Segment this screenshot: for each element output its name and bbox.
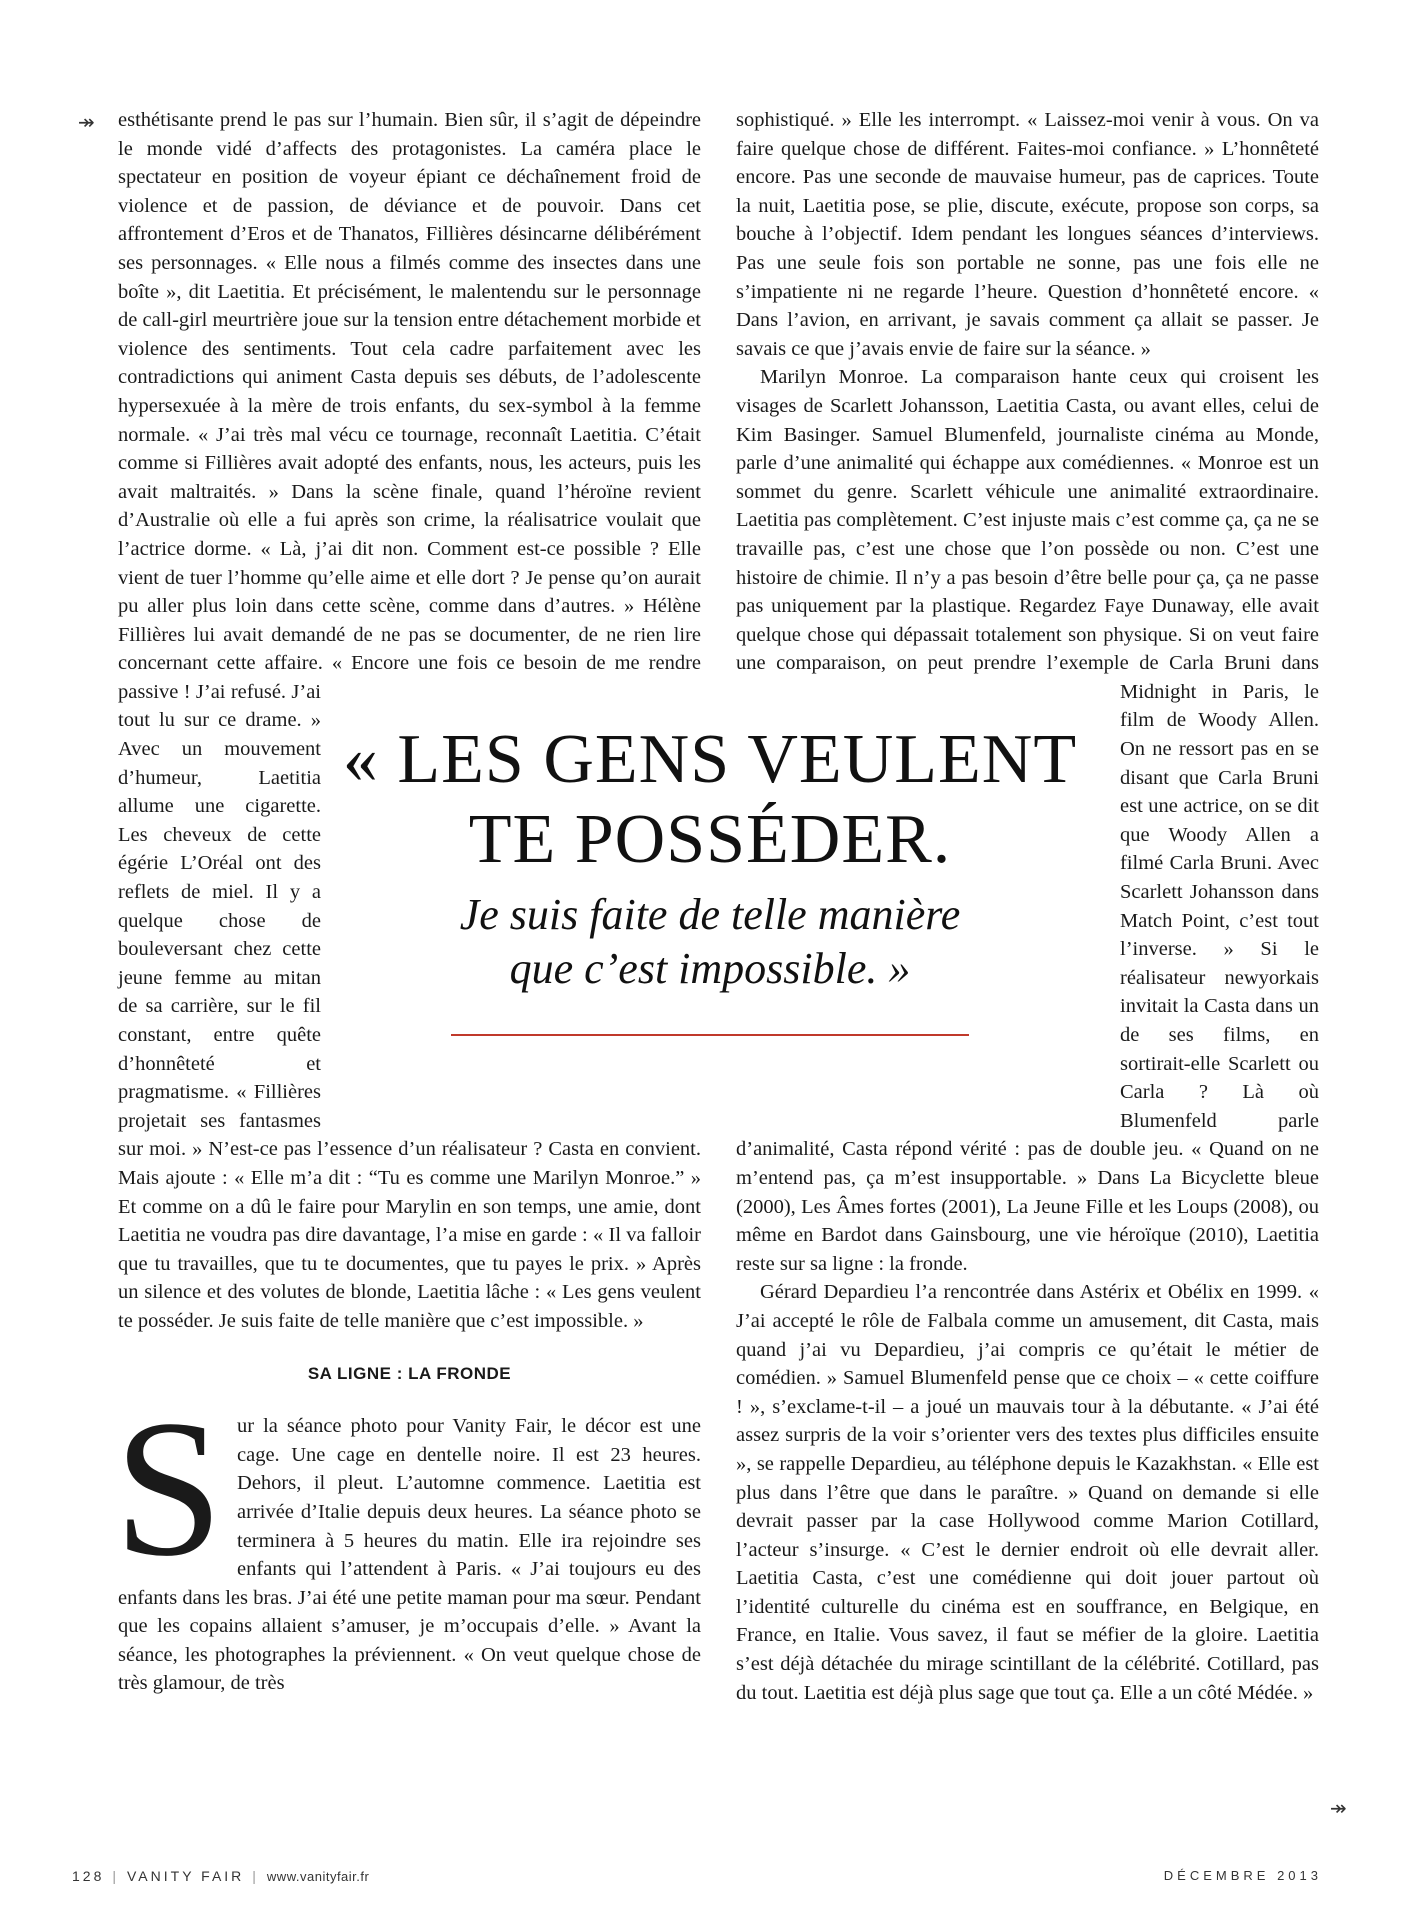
continuation-arrow-end-icon: ↠	[1330, 1796, 1347, 1820]
left-paragraph-1: esthétisante prend le pas sur l’humain. Bien sûr, il s’agit de dépeindre le monde vidé d’affects des protagonistes. La caméra place le spectateur en position de voyeur épiant ce déchaînement froid de violence et de passion, de déviance et de pouvoir. Dans cet affrontement d’Eros et de Thanatos, Fillières désincarne délibérément ses personnages. « Elle nous a filmés comme des insectes dans une boîte », dit Laetitia. Et précisément, le malentendu sur le personnage de call-girl meurtrière joue sur la tension entre détachement morbide et violence des sentiments. Tout cela cadre parfaitement avec les contradictions qui animent Casta depuis ses débuts, de l’adolescente hypersexuée à la mère de trois enfants, du sex-symbol à la femme normale. « J’ai très mal vécu ce tournage, reconnaît Laetitia. C’était comme si Fillières avait adopté des enfants, nous, les acteurs, puis les avait maltraités. » Dans la scène finale, quand l’héroïne revient d’Australie où elle a fui après son crime, la réalisatrice voulait que l’actrice dorme. « Là, j’ai dit non. Comment est-ce possible ? Elle vient de tuer l’homme qu’elle aime et elle dort ? Je pense qu’on aurait pu aller plus loin dans cette scène, comme dans d’autres. » Hélène Fillières lui avait demandé de ne pas se documenter, de ne rien lire concernant cette affaire. « Encore une fois ce besoin de me rendre passive ! J’ai refusé. J’ai tout lu sur ce drame. » Avec un mouvement d’humeur, Laetitia allume une cigarette. Les cheveux de cette égérie L’Oréal ont des reflets de miel. Il y a quelque chose de bouleversant chez cette jeune femme au mitan de sa carrière, sur le fil constant, entre quête d’honnêteté et pragmatisme. « Fillières projetait ses fantasmes sur moi. » N’est-ce pas l’essence d’un réalisateur ? Casta en convient. Mais ajoute : « Elle m’a dit : “Tu es comme une Marilyn Monroe.” » Et comme on a dû le faire pour Marylin en son temps, une amie, dont Laetitia ne voudra pas dire davantage, l’a mise en garde : « Il va falloir que tu travailles, que tu te documentes, que tu payes le prix. » Après un silence et des volutes de blonde, Laetitia lâche : « Les gens veulent te posséder. Je suis faite de telle manière que c’est impossible. »	[118, 109, 701, 1332]
pull-quote-sub	[320, 888, 1100, 996]
pull-quote-sub-line-1: Je suis faite de telle manière	[459, 890, 961, 939]
section-subhead: SA LIGNE : LA FRONDE	[307, 1363, 512, 1383]
magazine-url[interactable]: www.vanityfair.fr	[266, 1869, 370, 1884]
pull-quote-line-1: « LES GENS VEULENT	[342, 721, 1078, 798]
pull-quote-main	[320, 720, 1100, 880]
page-number: 128	[72, 1868, 105, 1884]
issue-date: DÉCEMBRE 2013	[1163, 1868, 1322, 1883]
right-paragraph-1: sophistiqué. » Elle les interrompt. « Laissez-moi venir à vous. On va faire quelque chose de différent. Faites-moi confiance. » L’honnêteté encore. Pas une seconde de mauvaise humeur, pas de caprices. Toute la nuit, Laetitia pose, se plie, discute, exécute, propose son corps, sa bouche à l’objectif. Idem pendant les longues séances d’interviews. Pas une seule fois son portable ne sonne, pas une fois elle ne s’impatiente ni ne regarde l’heure. Question d’honnêteté encore. « Dans l’avion, en arrivant, je savais comment ça allait se passer. Je savais ce que j’avais envie de faire sur la séance. »	[736, 109, 1319, 360]
pull-quote-sub-line-2: que c’est impossible. »	[509, 944, 911, 993]
magazine-name: VANITY FAIR	[127, 1868, 245, 1884]
pull-quote-rule	[451, 1034, 969, 1036]
right-paragraph-3: Gérard Depardieu l’a rencontrée dans Astérix et Obélix en 1999. « J’ai accepté le rôle de Falbala comme un amusement, dit Casta, mais quand j’ai vu Depardieu, j’ai compris ce qu’était le métier de comédien. » Samuel Blumenfeld pense que ce choix – « cette coiffure ! », s’exclame-t-il – a joué un mauvais tour à la débutante. « J’ai été assez surpris de la voir s’orienter vers des textes plus difficiles ensuite », se rappelle Depardieu, au téléphone depuis le Kazakhstan. « Elle est plus dans l’être que dans le paraître. » Quand on demande si elle devrait passer par la case Hollywood comme Marion Cotillard, l’acteur s’insurge. « C’est le dernier endroit où elle devrait aller. Laetitia Casta, c’est une comédienne qui doit jouer partout où l’identité culturelle du cinéma est en souffrance, en Belgique, en France, en Italie. Vous savez, il faut se méfier de la gloire. Laetitia s’est déjà détachée du mirage scintillant de la célébrité. Cotillard, pas du tout. Laetitia est déjà plus sage que tout ça. Elle a un côté Médée. »	[736, 1281, 1319, 1704]
pull-quote-line-2: TE POSSÉDER.	[468, 801, 952, 878]
left-paragraph-2-text: ur la séance photo pour Vanity Fair, le décor est une cage. Une cage en dentelle noire. Il est 23 heures. Dehors, il pleut. L’automne commence. Laetitia est arrivée d’Italie depuis deux heures. La séance photo se terminera à 5 heures du matin. Elle ira rejoindre ses enfants qui l’attendent à Paris. « J’ai toujours eu des enfants dans les bras. J’ai été une petite maman pour ma sœur. Pendant que les copains allaient s’amuser, je m’occupais d’elle. » Avant la séance, les photographes la préviennent. « On veut quelque chose de très glamour, de très	[118, 1415, 701, 1695]
continuation-arrow-icon: ↠	[78, 110, 95, 134]
pull-quote	[320, 720, 1100, 1036]
left-paragraph-2	[114, 1380, 701, 1698]
drop-cap: S	[114, 1380, 224, 1598]
right-paragraph-2: Marilyn Monroe. La comparaison hante ceux qui croisent les visages de Scarlett Johansson, Laetitia Casta, ou avant elles, celui de Kim Basinger. Samuel Blumenfeld, journaliste cinéma au Monde, parle d’une animalité qui échappe aux comédiennes. « Monroe est un sommet du genre. Scarlett véhicule une animalité extraordinaire. Laetitia pas complètement. C’est injuste mais c’est comme ça, ça ne se travaille pas, c’est une chose que l’on possède ou non. C’est une histoire de chimie. Il n’y a pas besoin d’être belle pour ça, ça ne passe pas uniquement par la plastique. Regardez Faye Dunaway, elle avait quelque chose qui dépassait totalement son physique. Si on veut faire une comparaison, on peut prendre l’exemple de Carla Bruni dans Midnight in Paris, le film de Woody Allen. On ne ressort pas en se disant que Carla Bruni est une actrice, on se dit que Woody Allen a filmé Carla Bruni. Avec Scarlett Johansson dans Match Point, c’est tout l’inverse. » Si le réalisateur newyorkais invitait la Casta dans un de ses films, en sortirait-elle Scarlett ou Carla ? Là où Blumenfeld parle d’animalité, Casta répond vérité : pas de double jeu. « Quand on ne m’entend pas, ça m’est insupportable. » Dans La Bicyclette bleue (2000), Les Âmes fortes (2001), La Jeune Fille et les Loups (2008), ou même en Bardot dans Gainsbourg, une vie héroïque (2010), Laetitia reste sur sa ligne : la fronde.	[736, 366, 1319, 1275]
